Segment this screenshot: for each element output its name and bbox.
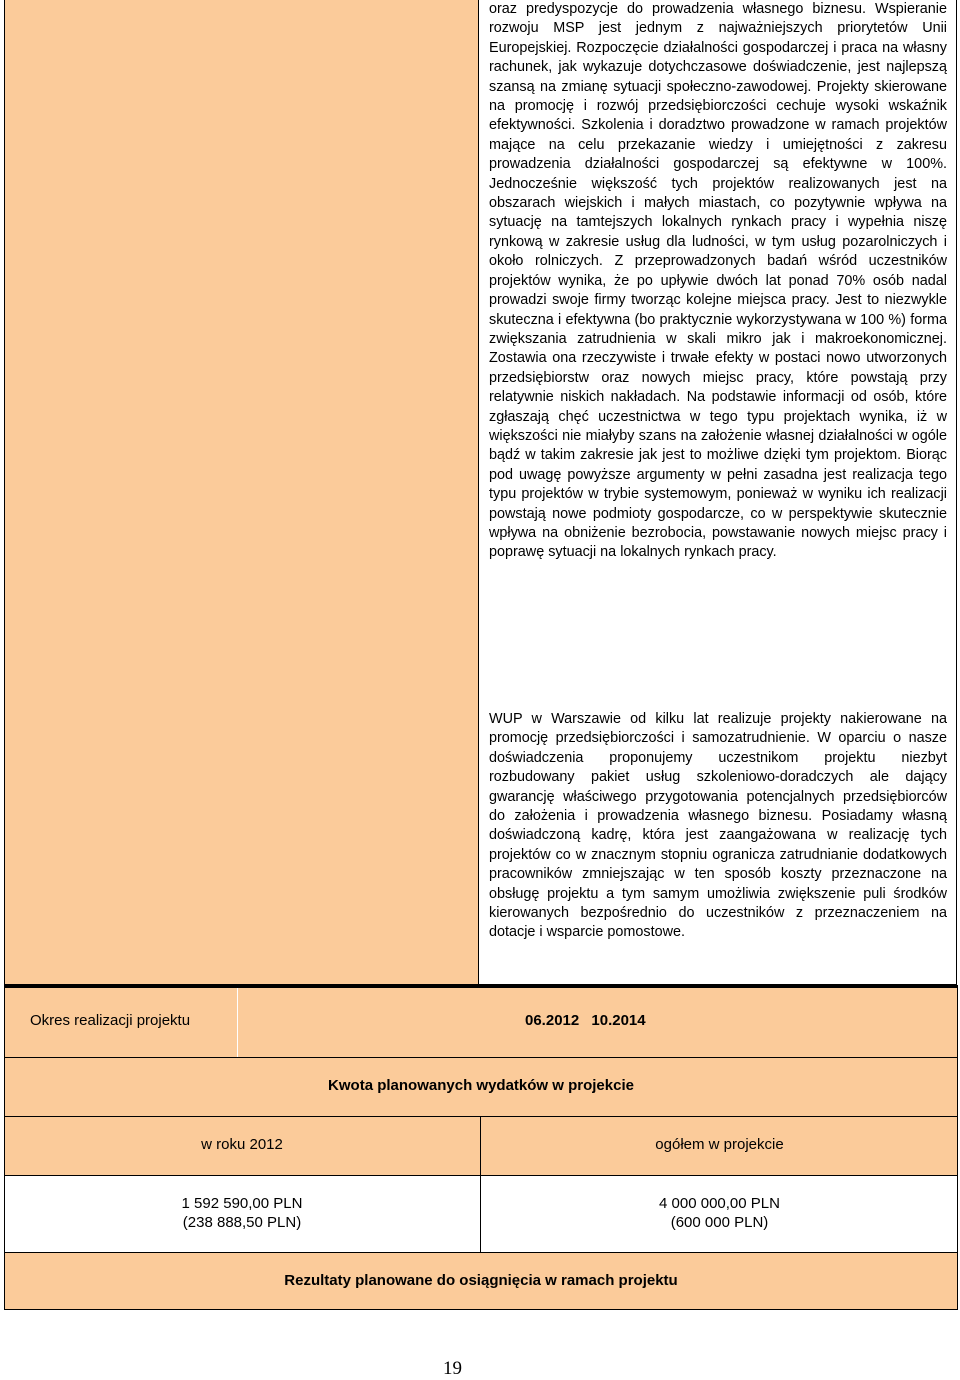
budget-value-total-line1: 4 000 000,00 PLN — [659, 1195, 780, 1212]
description-paragraph-2: WUP w Warszawie od kilku lat realizuje projekty nakierowane na promocję przedsiębiorczości i samozatrudnienie. W oparciu o nasze doświadczenia proponujemy uczestnikom projektu niezbyt rozbudowany pakiet usług szkoleniowo-doradczych ale dający gwarancję właściwego przygotowania potencjalnych przedsiębiorców do założenia i prowadzenia własnego biznesu. Posiadamy własną doświadczoną kadrę, która jest zaangażowana w realizację tych projektów co w znacznym stopniu ogranicza zatrudnianie dodatkowych pracowników zmniejszając w ten sposób koszty przeznaczone na obsługę projektu a tym samym umożliwia zwiększenie puli środków kierowanych bezpośrednio do uczestników z przeznaczeniem na dotacje i wsparcie pomostowe. — [489, 711, 947, 941]
budget-value-total-line2: (600 000 PLN) — [670, 1214, 769, 1231]
grid-col-divider — [480, 1116, 481, 1252]
page-number: 19 — [443, 1358, 462, 1379]
grid-line-2 — [4, 1116, 958, 1117]
budget-heading: Kwota planowanych wydatków w projekcie — [328, 1077, 634, 1094]
grid-line-4 — [4, 1252, 958, 1253]
budget-value-2012-line1: 1 592 590,00 PLN — [181, 1195, 303, 1212]
period-label: Okres realizacji projektu — [30, 1012, 191, 1029]
budget-total-label: ogółem w projekcie — [655, 1136, 784, 1153]
period-value: 06.2012 10.2014 — [525, 1012, 646, 1029]
left-label-column — [4, 0, 478, 985]
grid-line-3 — [4, 1175, 958, 1176]
upper-divider — [478, 0, 479, 985]
description-paragraph-1: oraz predyspozycje do prowadzenia własnego biznesu. Wspieranie rozwoju MSP jest jednym z najważniejszych priorytetów Unii Europejskiej. Rozpoczęcie działalności gospodarczej i praca na własny rachunek, jak wykazuje dotychczasowe doświadczenie, jest najlepszą szansą na zmianę sytuacji społeczno-zawodowej. Projekty skierowane na promocję i rozwój przedsiębiorczości cechuje wysoki wskaźnik efektywności. Szkolenia i doradztwo prowadzone w ramach projektów mające na celu przekazanie wiedzy i umiejętności z zakresu prowadzenia działalności gospodarczej są efektywne w 100%. Jednocześnie większość tych projektów realizowanych jest na obszarach wiejskich i małych miastach, co pozytywnie wpływa na sytuację na tamtejszych lokalnych rynkach pracy i wypełnia niszę rynkową w zakresie usług dla ludności, w tym usług pozarolniczych i około rolniczych. Z przeprowadzonych badań wśród uczestników projektów wynika, że po upływie dwóch lat ponad 70% osób nadal prowadzi swoje firmy tworząc kolejne miejsca pracy. Jest to niezwykle skuteczna i efektywna (bo praktycznie wykorzystywana w 100 %) forma zwiększania zatrudnienia w skali mikro jak i makroekonomicznej. Zostawia ona rzeczywiste i trwałe efekty w postaci nowo utworzonych przedsiębiorstw oraz nowych miejsc pracy, które powstają przy relatywnie niskich nakładach. Na podstawie informacji od osób, które zgłaszają chęć uczestnictwa w tego typu projektach wynika, iż w większości nie miałyby szans na założenie własnej działalności w ogóle bądź w takim zakresie jak jest to możliwe dzięki tym projektom. Biorąc pod uwagę powyższe argumenty w pełni zasadna jest realizacja tego typu projektów w trybie systemowym, ponieważ w wyniku ich realizacji powstają nowe podmioty gospodarcze, co w perspektywie skutecznie wpływa na obniżenie bezrobocia, powstawanie nowych miejsc pracy i poprawę sytuacji na lokalnych rynkach pracy. — [489, 1, 947, 561]
period-divider — [237, 988, 238, 1057]
grid-line-1 — [4, 1057, 958, 1058]
budget-year-2012-label: w roku 2012 — [201, 1136, 283, 1153]
budget-value-2012-line2: (238 888,50 PLN) — [182, 1214, 302, 1231]
results-heading: Rezultaty planowane do osiągnięcia w ramach projektu — [284, 1272, 678, 1289]
